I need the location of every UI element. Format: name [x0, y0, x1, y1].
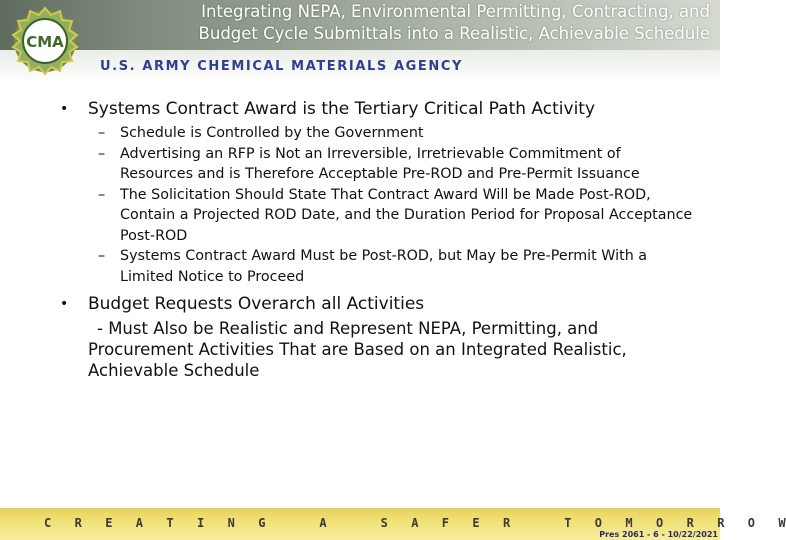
bullet-1-subitems — [54, 123, 694, 287]
bullet-dot: • — [60, 296, 69, 312]
slogan-letter: R — [74, 516, 82, 530]
slogan-letter: T — [564, 516, 572, 530]
slogan-letter: A — [411, 516, 419, 530]
slide-footer — [0, 508, 786, 540]
slogan-letter: O — [594, 516, 603, 530]
slogan-letter: O — [747, 516, 756, 530]
slogan-letter: E — [105, 516, 113, 530]
sub-item-text: Advertising an RFP is Not an Irreversible, Irretrievable Commitment of Resources and is Therefore Acceptable Pre-ROD and Pre-Permit Issuance — [120, 145, 640, 182]
slogan-letter: W — [778, 516, 786, 530]
sub-item-text: Schedule is Controlled by the Government — [120, 125, 424, 141]
sub-item-text: The Solicitation Should State That Contract Award Will be Made Post-ROD, Contain a Projected ROD Date, and the Duration Period for Proposal Acceptance Post-ROD — [120, 186, 693, 244]
bullet-2-text: Budget Requests Overarch all Activities — [88, 294, 425, 314]
slogan-letter: F — [441, 516, 450, 530]
slogan-letter: O — [656, 516, 664, 530]
slogan-letter: G — [258, 516, 266, 530]
slogan-letter: A — [135, 516, 144, 530]
slogan-letter: S — [380, 516, 388, 530]
sub-item: – The Solicitation Should State That Contract Award Will be Made Post-ROD, Contain a Projected ROD Date, and the Duration Period for Proposal Acceptance Post-ROD — [98, 186, 693, 244]
logo-text: CMA — [26, 33, 64, 51]
slogan-letter: N — [227, 516, 235, 530]
sub-item: – Advertising an RFP is Not an Irreversible, Irretrievable Commitment of Resources and is Therefore Acceptable Pre-ROD and Pre-Permit Issuance — [98, 145, 640, 182]
bullet-2 — [54, 293, 694, 315]
slogan-letter: A — [319, 516, 327, 530]
slide-header — [0, 0, 720, 83]
footer-footnote: Pres 2061 - 6 - 10/22/2021 — [599, 530, 718, 539]
sub-item: – Systems Contract Award Must be Post-ROD, but May be Pre-Permit With a Limited Notice to Proceed — [98, 248, 648, 285]
slogan-letter: T — [166, 516, 174, 530]
sub-item-text: Systems Contract Award Must be Post-ROD, but May be Pre-Permit With a Limited Notice to Proceed — [120, 248, 648, 285]
slogan-letter: M — [625, 516, 633, 530]
slogan-letter: R — [686, 516, 694, 530]
slogan-letter: R — [503, 516, 511, 530]
slide-content — [54, 98, 694, 381]
sub-item: – Schedule is Controlled by the Government — [98, 125, 424, 141]
bullet-1-text: Systems Contract Award is the Tertiary Critical Path Activity — [88, 99, 596, 119]
agency-name: U.S. ARMY CHEMICAL MATERIALS AGENCY — [100, 59, 464, 74]
bullet-2-detail — [54, 318, 694, 381]
bullet-2-detail-text: - Must Also be Realistic and Represent NEPA, Permitting, and Procurement Activities That are Based on an Integrated Realistic, Achievable Schedule — [88, 319, 627, 380]
slogan-letter: I — [197, 516, 205, 530]
bullet-dot: • — [60, 101, 69, 117]
slogan-letter: C — [44, 516, 52, 530]
bullet-1 — [54, 98, 694, 120]
slide-title — [100, 0, 710, 45]
slogan-letter: E — [472, 516, 480, 530]
title-line-1: Integrating NEPA, Environmental Permitting, Contracting, and — [201, 2, 710, 21]
title-line-2: Budget Cycle Submittals into a Realistic, Achievable Schedule — [198, 24, 710, 43]
slogan-letter: R — [717, 516, 725, 530]
cma-logo — [6, 6, 84, 76]
